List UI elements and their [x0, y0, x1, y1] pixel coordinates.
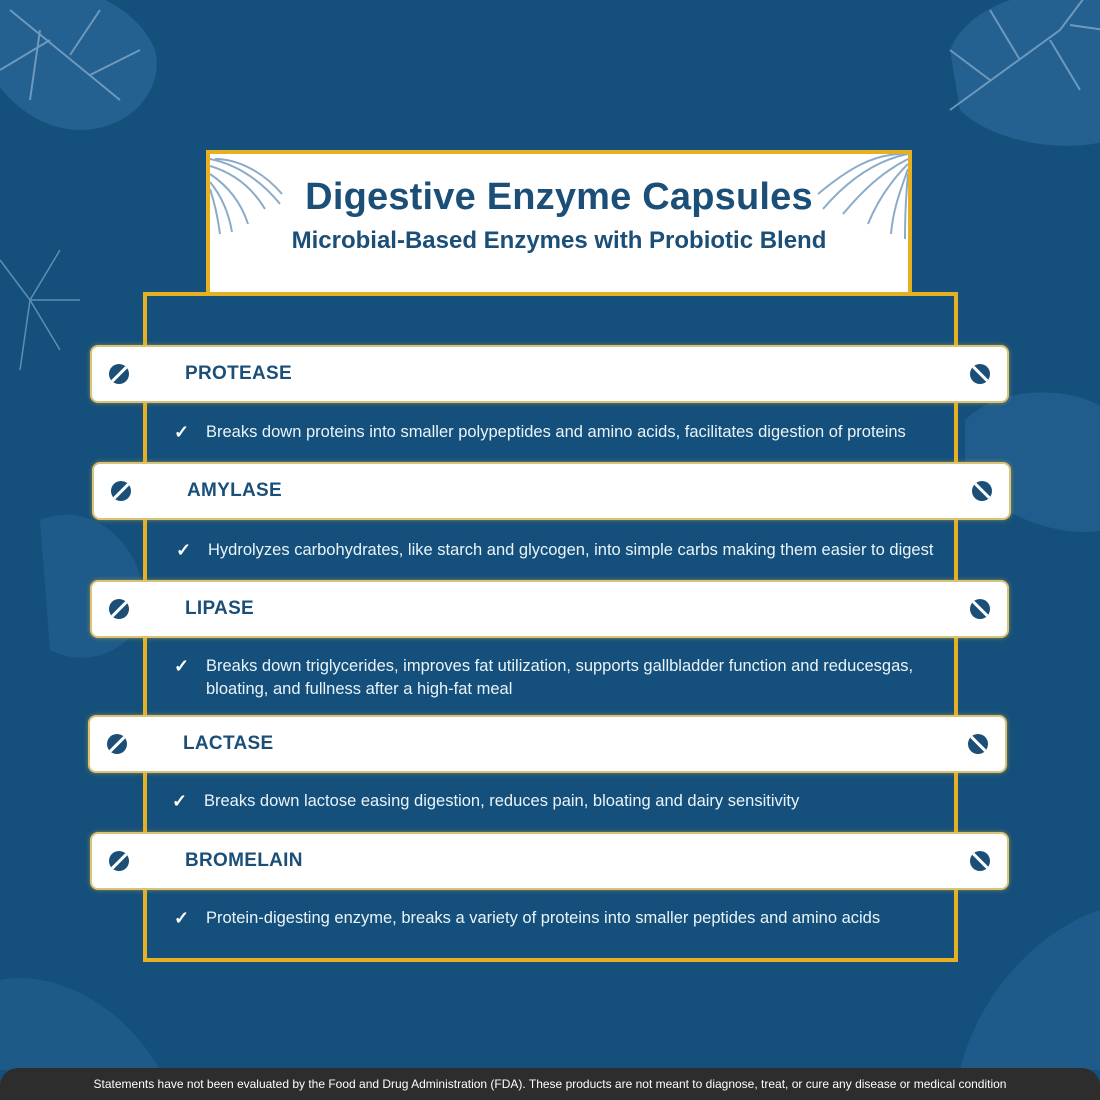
capsule-icon	[970, 364, 990, 384]
capsule-icon	[970, 599, 990, 619]
enzyme-name: LACTASE	[183, 733, 274, 754]
benefit-text: Breaks down triglycerides, improves fat utilization, supports gallbladder function and reducesgas, bloating, and fullness after a high-fat meal	[206, 657, 914, 698]
enzyme-header-lipase	[90, 580, 1009, 638]
benefit-text: Breaks down lactose easing digestion, reduces pain, bloating and dairy sensitivity	[204, 792, 800, 810]
palm-frond-bottom-left-icon	[0, 950, 170, 1070]
capsule-icon	[109, 599, 129, 619]
check-icon: ✓	[174, 422, 190, 442]
monstera-leaf-top-left-icon	[0, 0, 180, 150]
enzyme-name: AMYLASE	[187, 480, 282, 501]
fda-disclaimer: Statements have not been evaluated by the Food and Drug Administration (FDA). These products are not meant to diagnose, treat, or cure any disease or medical condition	[0, 1068, 1100, 1100]
page-title: Digestive Enzyme Capsules	[305, 176, 813, 218]
benefit-text: Hydrolyzes carbohydrates, like starch and glycogen, into simple carbs making them easier to digest	[208, 541, 934, 559]
enzyme-name: PROTEASE	[185, 363, 292, 384]
check-icon: ✓	[172, 791, 188, 811]
capsule-icon	[109, 364, 129, 384]
capsule-icon	[107, 734, 127, 754]
enzyme-header-amylase	[92, 462, 1011, 520]
check-icon: ✓	[176, 540, 192, 560]
enzyme-benefit	[172, 790, 964, 813]
check-icon: ✓	[174, 908, 190, 928]
monstera-leaf-top-right-icon	[930, 0, 1100, 160]
enzyme-benefit	[176, 539, 968, 562]
capsule-icon	[968, 734, 988, 754]
capsule-icon	[970, 851, 990, 871]
enzyme-header-lactase	[88, 715, 1007, 773]
enzyme-benefit	[174, 907, 966, 930]
capsule-icon	[109, 851, 129, 871]
enzyme-benefit	[174, 421, 966, 444]
benefit-text: Protein-digesting enzyme, breaks a variety of proteins into smaller peptides and amino acids	[206, 909, 881, 927]
enzyme-name: BROMELAIN	[185, 850, 303, 871]
title-card	[206, 150, 912, 295]
capsule-icon	[111, 481, 131, 501]
enzyme-header-bromelain	[90, 832, 1009, 890]
capsule-icon	[972, 481, 992, 501]
check-icon: ✓	[174, 656, 190, 676]
leaf-vein-left-icon	[0, 240, 90, 380]
enzyme-header-protease	[90, 345, 1009, 403]
benefit-text: Breaks down proteins into smaller polypeptides and amino acids, facilitates digestion of proteins	[206, 423, 906, 441]
page-subtitle: Microbial-Based Enzymes with Probiotic Blend	[291, 227, 827, 254]
enzyme-name: LIPASE	[185, 598, 255, 619]
enzyme-benefit	[174, 655, 946, 701]
